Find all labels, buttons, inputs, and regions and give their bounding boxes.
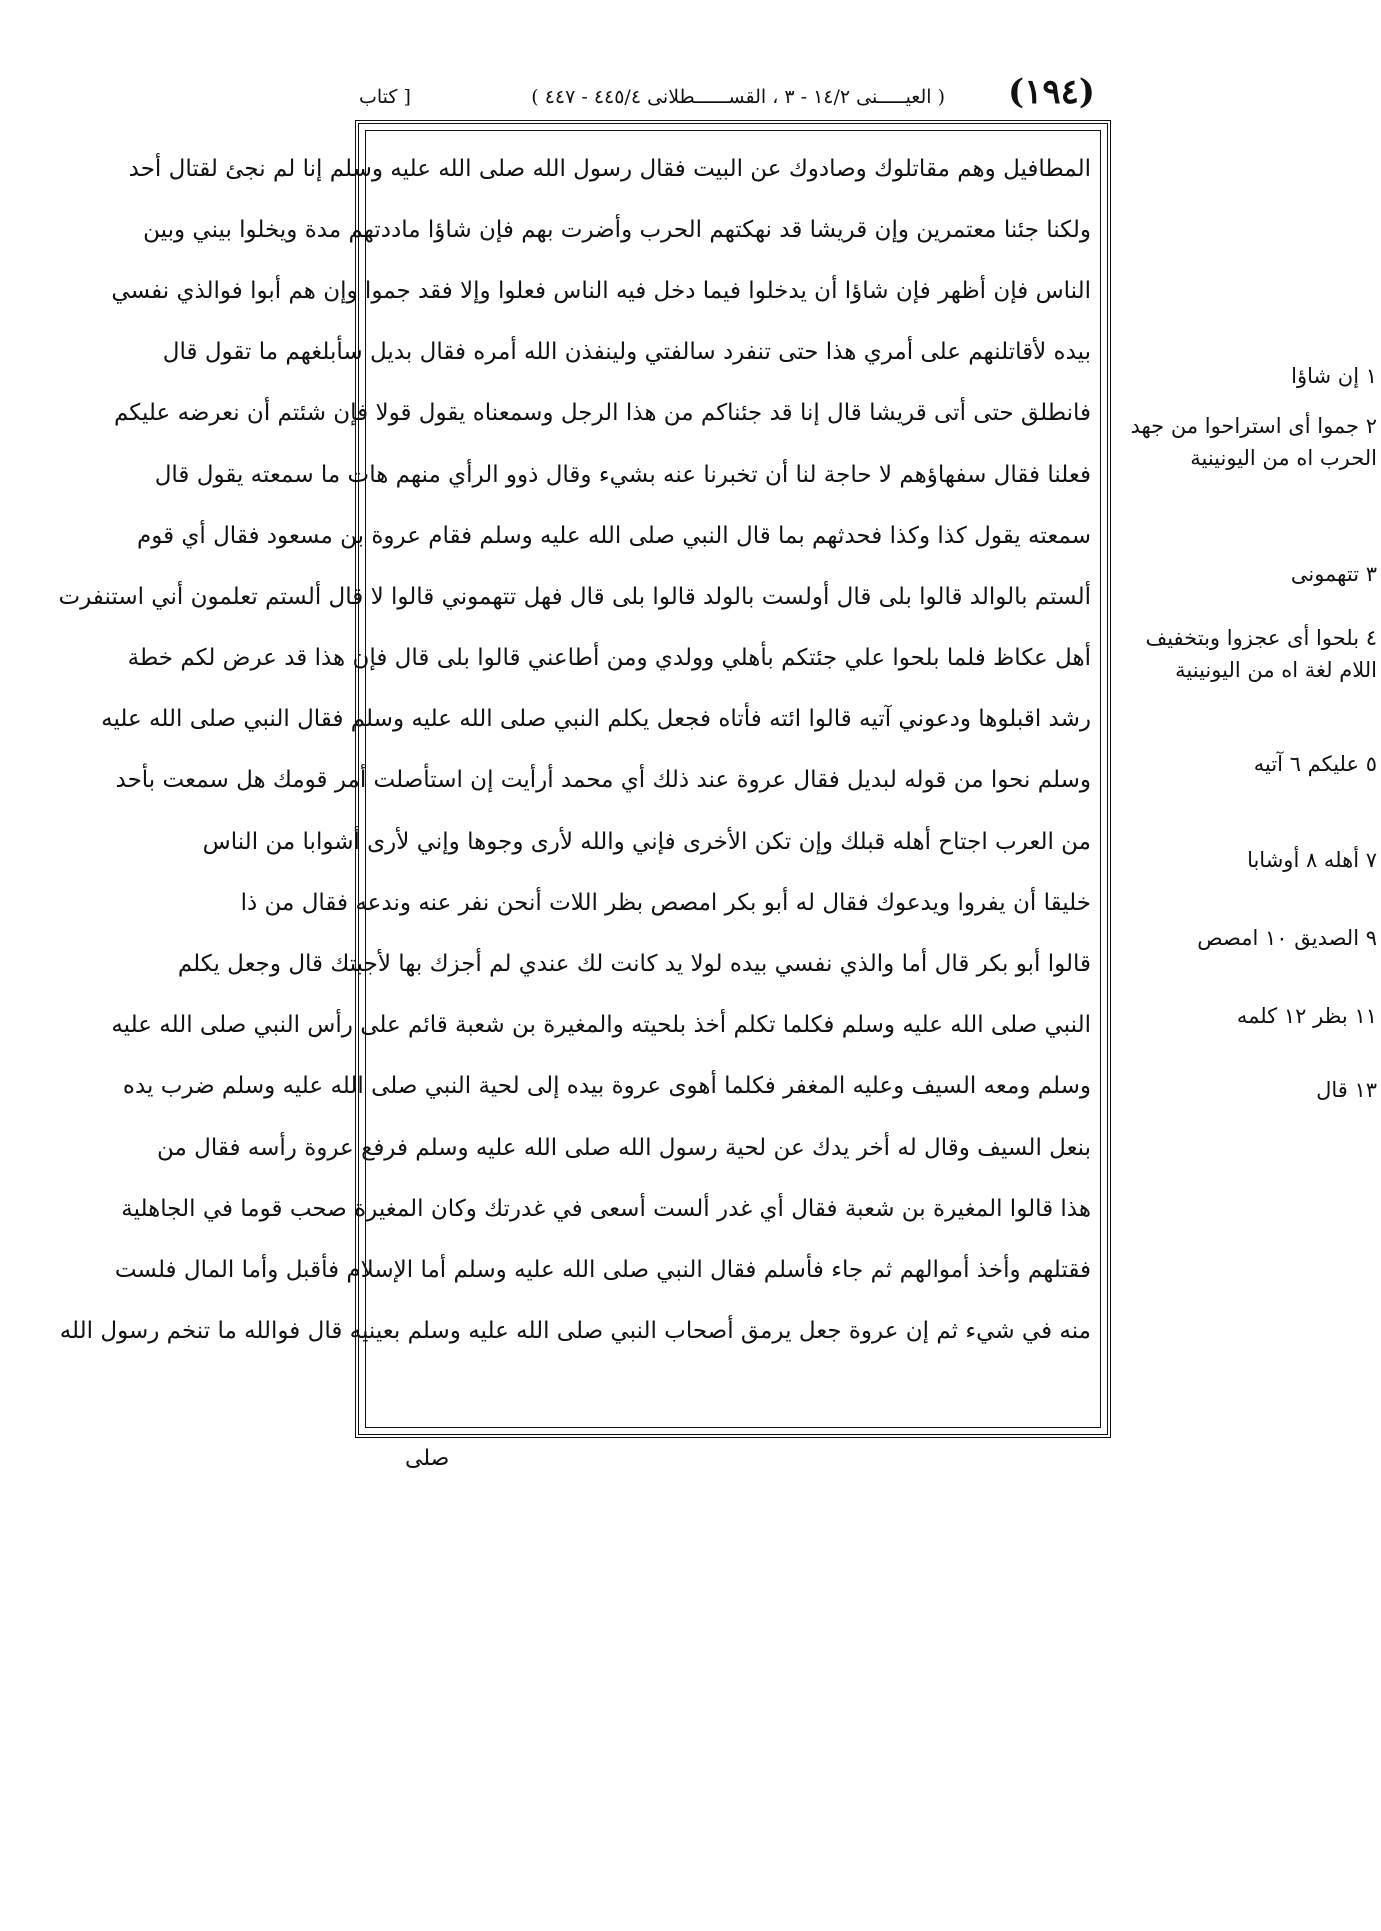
main-text [58, 138, 1091, 1422]
margin-note: ٩ الصديق ١٠ امصص [1197, 926, 1377, 950]
text-line: ولكنا جئنا معتمرين وإن قريشا قد نهكتهم الحرب وأضرت بهم فإن شاؤا ماددتهم مدة ويخلوا بيني وبين [143, 216, 1091, 243]
margin-note: ١ إن شاؤا [1291, 364, 1377, 388]
text-line: أهل عكاظ فلما بلحوا علي جئتكم بأهلي وولدي ومن أطاعني قالوا بلى قال فإن هذا قد عرض لكم خطة [127, 645, 1091, 672]
text-line: بيده لأقاتلنهم على أمري هذا حتى تنفرد سالفتي ولينفذن الله أمره فقال بديل سأبلغهم ما تقول قال [162, 339, 1091, 366]
margin-note: ١١ بظر ١٢ كلمه [1236, 1004, 1377, 1028]
margin-note: ٥ عليكم ٦ آتيه [1253, 752, 1377, 776]
text-line: النبي صلى الله عليه وسلم فكلما تكلم أخذ بلحيته والمغيرة بن شعبة قائم على رأس النبي صلى الله عليه [111, 1012, 1091, 1039]
text-line: وسلم ومعه السيف وعليه المغفر فكلما أهوى عروة بيده إلى لحية النبي صلى الله عليه وسلم ضرب يده [122, 1073, 1091, 1100]
page-header [355, 72, 1095, 122]
text-line: هذا قالوا المغيرة بن شعبة فقال أي غدر ألست أسعى في غدرتك وكان المغيرة صحب قوما في الجاهلية [121, 1195, 1091, 1222]
margin-note: ٧ أهله ٨ أوشابا [1247, 848, 1377, 872]
header-book-title: [ كتاب [359, 86, 411, 108]
text-line: المطافيل وهم مقاتلوك وصادوك عن البيت فقال رسول الله صلى الله عليه وسلم إنا لم نجئ لقتال أحد [128, 155, 1091, 182]
text-line: من العرب اجتاح أهله قبلك وإن تكن الأخرى فإني والله لأرى وجوها وإني لأرى أشوابا من الناس [202, 828, 1091, 855]
text-line: قالوا أبو بكر قال أما والذي نفسي بيده لولا يد كانت لك عندي لم أجزك بها لأجبتك قال وجعل يكلم [177, 951, 1091, 978]
margin-note: ١٣ قال [1316, 1078, 1377, 1102]
text-line: بنعل السيف وقال له أخر يدك عن لحية رسول الله صلى الله عليه وسلم فرفع عروة رأسه فقال من [156, 1134, 1091, 1161]
text-line: رشد اقبلوها ودعوني آتيه قالوا ائته فأتاه فجعل يكلم النبي صلى الله عليه وسلم فقال النبي صلى الله عليه [101, 706, 1091, 733]
text-line: منه في شيء ثم إن عروة جعل يرمق أصحاب النبي صلى الله عليه وسلم بعينيه قال فوالله ما تنخم رسول الله [59, 1318, 1091, 1345]
text-line: الناس فإن أظهر فإن شاؤا أن يدخلوا فيما دخل فيه الناس فعلوا وإلا فقد جموا وإن هم أبوا فوالذي نفسي [111, 277, 1091, 304]
catchword: صلى [405, 1446, 450, 1471]
text-line: ألستم بالوالد قالوا بلى قال أولست بالولد قالوا بلى قال فهل تتهموني قالوا لا قال ألستم تعلمون أني استنفرت [58, 583, 1091, 610]
header-references: ( العيـــــنى ١٤/٢ - ٣ ، القســــــطلانى ٤٤٥/٤ - ٤٤٧ ) [531, 86, 945, 108]
text-line: وسلم نحوا من قوله لبديل فقال عروة عند ذلك أي محمد أرأيت إن استأصلت أمر قومك هل سمعت بأحد [115, 767, 1091, 794]
text-line: فانطلق حتى أتى قريشا قال إنا قد جئناكم من هذا الرجل وسمعناه يقول قولا فإن شئتم أن نعرضه عليكم [113, 400, 1091, 427]
text-line: فعلنا فقال سفهاؤهم لا حاجة لنا أن تخبرنا عنه بشيء وقال ذوو الرأي منهم هات ما سمعته يقول قال [154, 461, 1091, 488]
text-frame [58, 120, 1111, 1438]
text-line: خليقا أن يفروا ويدعوك فقال له أبو بكر امصص بظر اللات أنحن نفر عنه وندعه فقال من ذا [240, 889, 1091, 916]
margin-note: ٤ بلحوا أى عجزوا وبتخفيف اللام لغة اه من اليونينية [1145, 626, 1377, 682]
text-line: سمعته يقول كذا وكذا فحدثهم بما قال النبي صلى الله عليه وسلم فقام عروة بن مسعود فقال أي قوم [136, 522, 1091, 549]
margin-note: ٣ تتهمونى [1290, 562, 1377, 586]
page-number: (١٩٤) [1008, 72, 1095, 112]
text-line: فقتلهم وأخذ أموالهم ثم جاء فأسلم فقال النبي صلى الله عليه وسلم أما الإسلام فأقبل وأما المال فلست [114, 1256, 1091, 1283]
margin-note: ٢ جموا أى استراحوا من جهد الحرب اه من اليونينية [1130, 414, 1377, 470]
